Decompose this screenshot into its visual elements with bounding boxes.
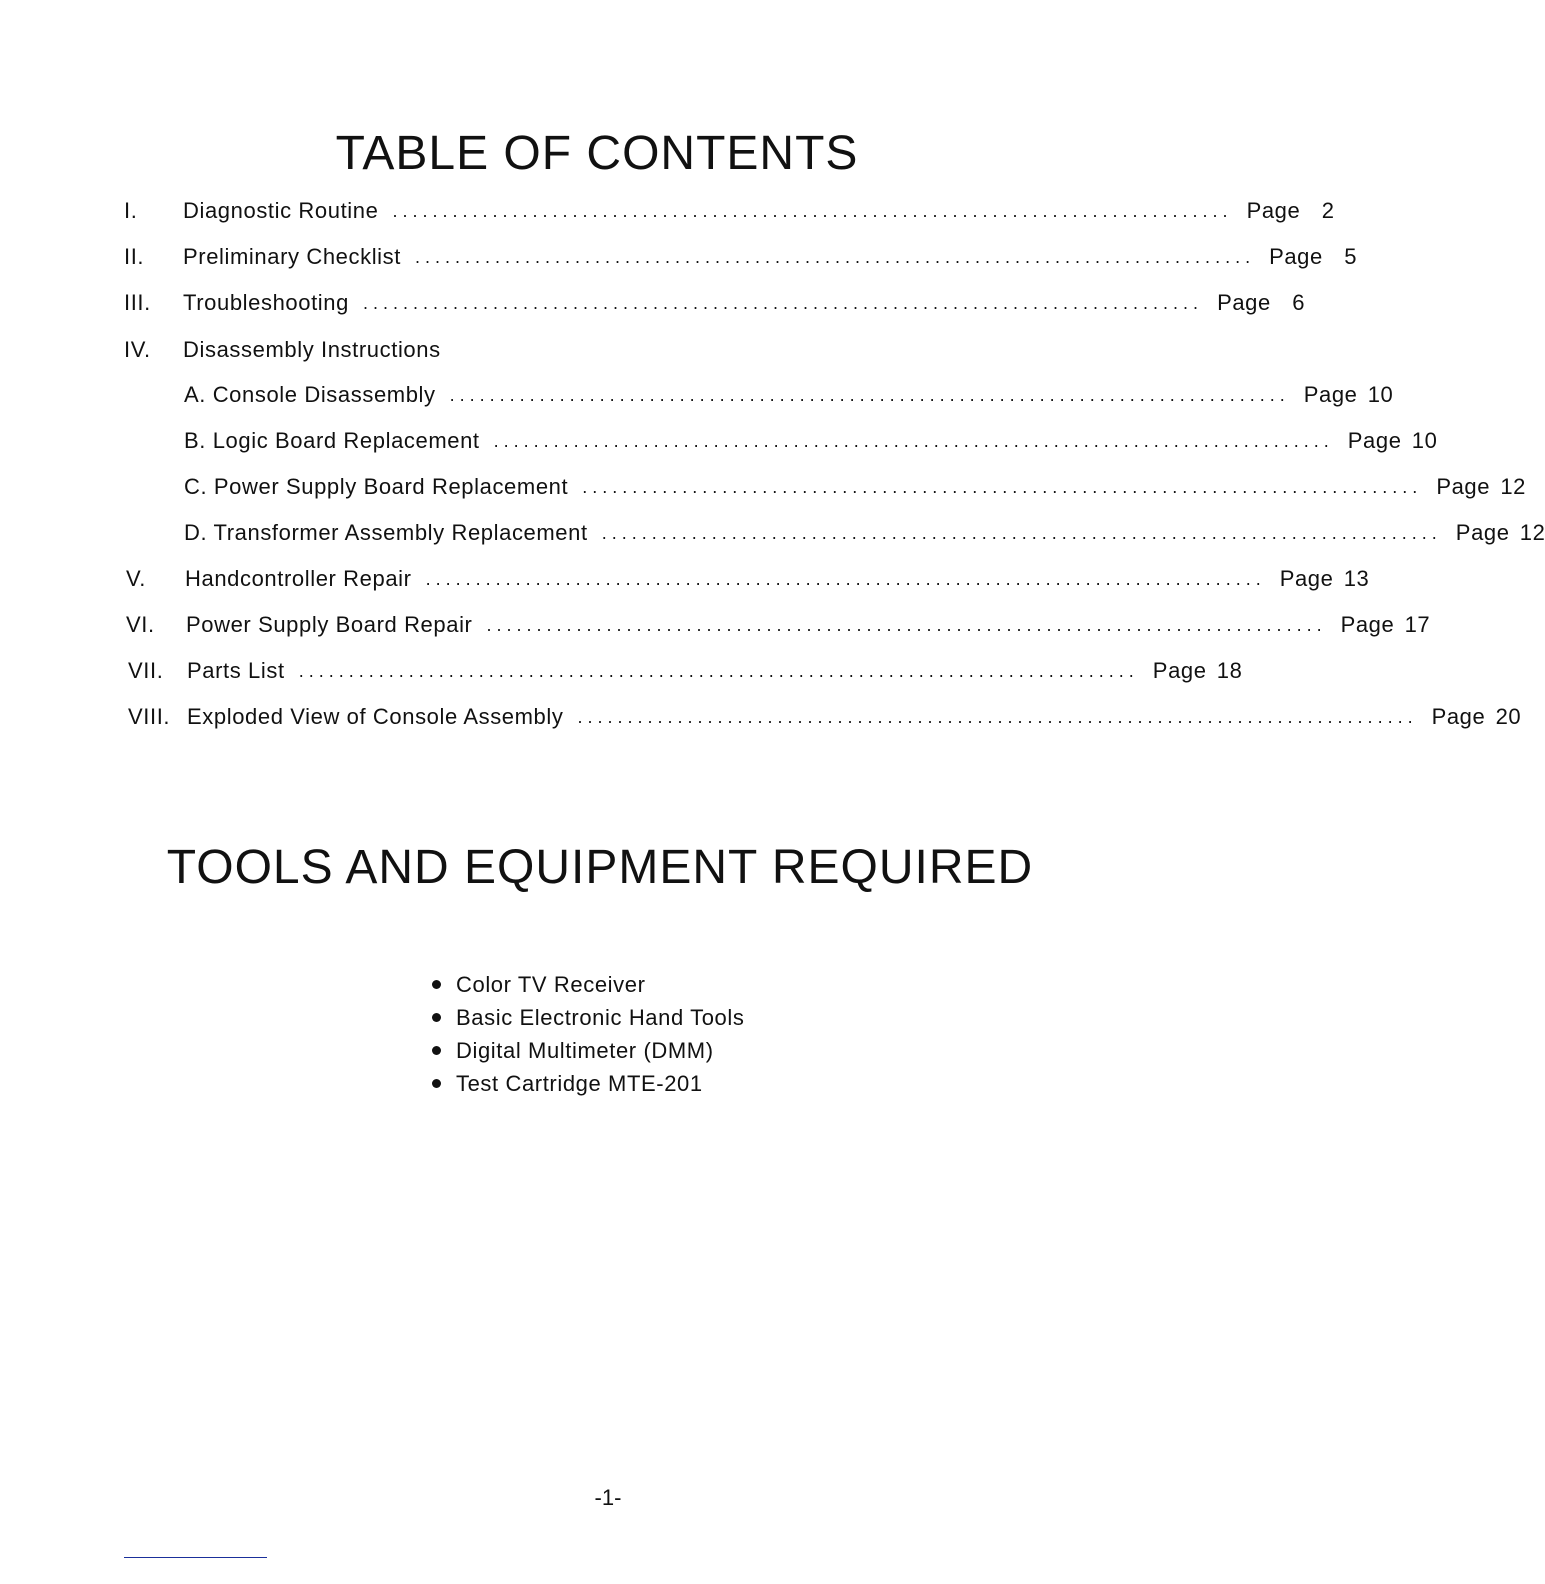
toc-entry-number: III.: [124, 290, 151, 315]
toc-entry-label: Preliminary Checklist: [183, 244, 401, 269]
tools-list: [430, 968, 744, 1100]
toc-subentry: [184, 378, 1394, 408]
toc-entry-page: Page 2: [1246, 198, 1335, 223]
toc-entry-label: Diagnostic Routine: [183, 198, 379, 223]
toc-subentry: [184, 470, 1526, 500]
leader-dots: ....................................................................................: [425, 569, 1266, 589]
leader-dots: ....................................................................................: [493, 431, 1334, 451]
toc-entry: [124, 240, 1358, 270]
toc-entry-label: A. Console Disassembly: [184, 382, 436, 407]
toc-entry-page: Page 20: [1431, 704, 1522, 729]
toc-subentry: [184, 424, 1438, 454]
leader-dots: ....................................................................................: [449, 385, 1290, 405]
toc-entry-number: I.: [124, 198, 138, 223]
toc-entry-number: IV.: [124, 337, 151, 362]
toc-entry-number: V.: [126, 566, 146, 591]
toc-entry-label: B. Logic Board Replacement: [184, 428, 480, 453]
toc-entry-page: Page 12: [1436, 474, 1526, 499]
bullet-icon: [432, 980, 441, 989]
toc-entry-label: Parts List: [187, 658, 285, 683]
tool-label: Test Cartridge MTE-201: [456, 1071, 703, 1096]
toc-entry-page: Page 12: [1455, 520, 1545, 545]
toc-entry-page: Page 5: [1269, 244, 1358, 269]
toc-entry: [126, 608, 1431, 638]
toc-entry-page: Page 10: [1347, 428, 1438, 453]
toc-entry-page: Page 18: [1152, 658, 1243, 683]
bullet-icon: [432, 1046, 441, 1055]
toc-entry-page: Page 10: [1303, 382, 1394, 407]
footer-rule: [124, 1557, 267, 1558]
leader-dots: ....................................................................................: [582, 477, 1423, 497]
list-item: [430, 1034, 744, 1067]
list-item: [430, 1067, 744, 1100]
toc-entry-page: Page 13: [1279, 566, 1370, 591]
toc-entry-number: VI.: [126, 612, 155, 637]
toc-entry-label: Exploded View of Console Assembly: [187, 704, 564, 729]
toc-entry-number: II.: [124, 244, 145, 269]
leader-dots: ....................................................................................: [414, 247, 1256, 267]
toc-entry: [128, 700, 1522, 730]
toc-entry-number: VII.: [128, 658, 164, 683]
toc-entry: [128, 654, 1243, 684]
leader-dots: ....................................................................................: [298, 661, 1139, 681]
toc-subentry: [184, 516, 1545, 546]
bullet-icon: [432, 1013, 441, 1022]
page-footer: [0, 1485, 1224, 1511]
tool-label: Basic Electronic Hand Tools: [456, 1005, 745, 1030]
toc-entry-label: D. Transformer Assembly Replacement: [184, 520, 588, 545]
toc-title: TABLE OF CONTENTS: [335, 127, 859, 180]
bullet-icon: [432, 1079, 441, 1088]
toc-entry-label: Power Supply Board Repair: [186, 612, 473, 637]
toc-entry-label: Troubleshooting: [183, 290, 349, 315]
toc-entry: [124, 286, 1306, 316]
toc-entry-page: Page 17: [1340, 612, 1431, 637]
page-number: -1-: [594, 1485, 622, 1510]
toc-entry: [124, 333, 1070, 363]
leader-dots: ....................................................................................: [577, 707, 1418, 727]
toc-entry-page: Page 6: [1217, 290, 1306, 315]
toc-entry-label: C. Power Supply Board Replacement: [184, 474, 569, 499]
toc-entry-label: Handcontroller Repair: [185, 566, 412, 591]
tool-label: Color TV Receiver: [456, 972, 646, 997]
leader-dots: ....................................................................................: [392, 201, 1233, 221]
toc-entry: [126, 562, 1370, 592]
toc-entry: [124, 194, 1335, 224]
toc-entry-label: Disassembly Instructions: [183, 337, 441, 362]
tools-title: TOOLS AND EQUIPMENT REQUIRED: [166, 841, 1034, 894]
leader-dots: ....................................................................................: [362, 293, 1204, 313]
leader-dots: ....................................................................................: [486, 615, 1327, 635]
leader-dots: ....................................................................................: [601, 523, 1442, 543]
tool-label: Digital Multimeter (DMM): [456, 1038, 714, 1063]
toc-entry-number: VIII.: [128, 704, 171, 729]
list-item: [430, 968, 744, 1001]
list-item: [430, 1001, 744, 1034]
